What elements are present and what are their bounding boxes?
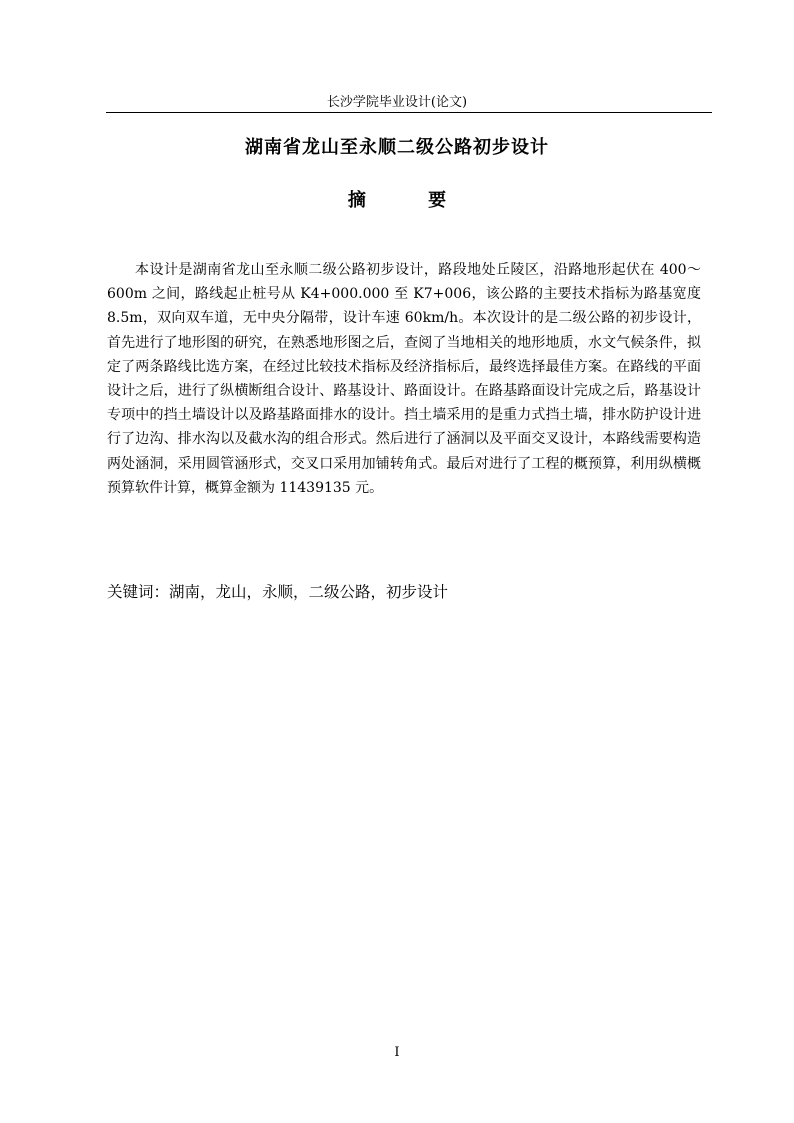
- abstract-heading: 摘 要: [347, 190, 475, 211]
- abstract-paragraph: 本设计是湖南省龙山至永顺二级公路初步设计，路段地处丘陵区，沿路地形起伏在 400～600m 之间，路线起止桩号从 K4+000.000 至 K7+006，该公路的主要技术指标为路基宽度 8.5m，双向双车道，无中央分隔带，设计车速 60km/h。本次设计的是二级公路的初步设计，首先进行了地形图的研究，在熟悉地形图之后，查阅了当地相关的地形地质，水文气候条件，拟定了两条路线比选方案，在经过比较技术指标及经济指标后，最终选择最佳方案。在路线的平面设计之后，进行了纵横断组合设计、路基设计、路面设计。在路基路面设计完成之后，路基设计专项中的挡土墙设计以及路基路面排水的设计。挡土墙采用的是重力式挡土墙，排水防护设计进行了边沟、排水沟以及截水沟的组合形式。然后进行了涵洞以及平面交叉设计，本路线需要构造两处涵洞，采用圆管涵形式，交叉口采用加铺转角式。最后对进行了工程的概预算，利用纵横概预算软件计算，概算金额为 11439135 元。: [107, 262, 701, 496]
- keywords-line: 关键词：湖南，龙山，永顺，二级公路，初步设计: [107, 583, 449, 601]
- page-number: I: [394, 1045, 400, 1060]
- header-divider: [106, 112, 712, 113]
- document-title: 湖南省龙山至永顺二级公路初步设计: [245, 137, 549, 158]
- running-header: 长沙学院毕业设计(论文): [326, 95, 468, 110]
